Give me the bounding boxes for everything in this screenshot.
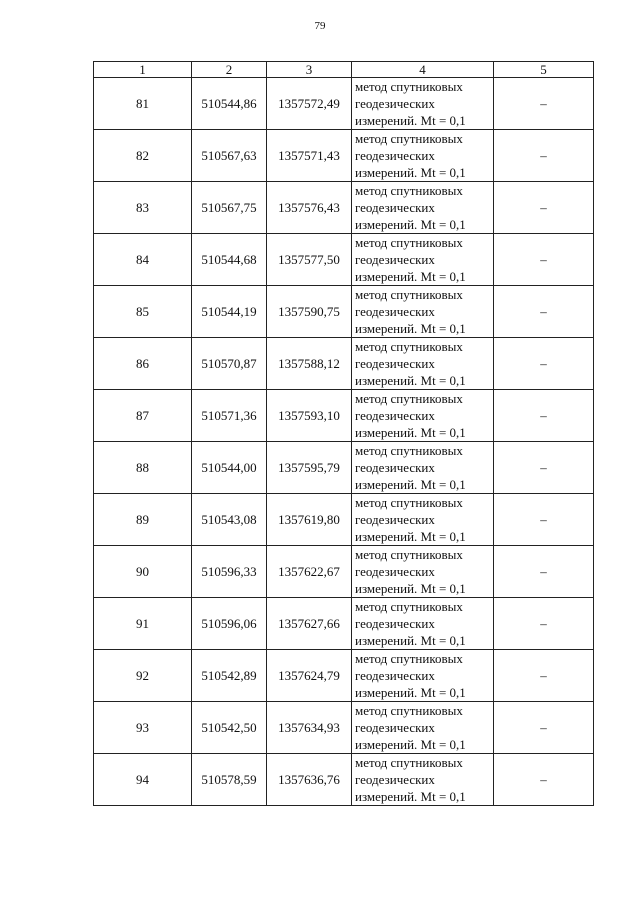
table-row: [94, 78, 594, 130]
table-body: [94, 78, 594, 806]
method-cell: [352, 130, 494, 182]
point-number-cell: 88: [94, 442, 192, 494]
x-coordinate-cell: 510544,86: [192, 78, 267, 130]
y-coordinate-cell: 1357634,93: [267, 702, 352, 754]
col5-cell: –: [494, 390, 594, 442]
x-coordinate-cell: 510567,75: [192, 182, 267, 234]
method-line: геодезических: [355, 356, 435, 371]
col5-cell: –: [494, 182, 594, 234]
method-line: геодезических: [355, 148, 435, 163]
y-coordinate-cell: 1357572,49: [267, 78, 352, 130]
method-cell: [352, 234, 494, 286]
table-row: [94, 546, 594, 598]
method-cell: [352, 442, 494, 494]
page-number: 79: [314, 20, 326, 32]
col5-cell: –: [494, 130, 594, 182]
col5-cell: –: [494, 546, 594, 598]
method-line: геодезических: [355, 720, 435, 735]
header-col-5: 5: [494, 62, 594, 78]
method-line: измерений. Mt = 0,1: [355, 113, 466, 128]
point-number-cell: 85: [94, 286, 192, 338]
method-cell: [352, 494, 494, 546]
method-line: метод спутниковых: [355, 599, 463, 614]
method-line: измерений. Mt = 0,1: [355, 581, 466, 596]
method-line: измерений. Mt = 0,1: [355, 217, 466, 232]
col5-cell: –: [494, 442, 594, 494]
point-number-cell: 94: [94, 754, 192, 806]
method-line: метод спутниковых: [355, 79, 463, 94]
x-coordinate-cell: 510570,87: [192, 338, 267, 390]
point-number-cell: 90: [94, 546, 192, 598]
table-row: [94, 702, 594, 754]
method-line: измерений. Mt = 0,1: [355, 529, 466, 544]
y-coordinate-cell: 1357590,75: [267, 286, 352, 338]
y-coordinate-cell: 1357588,12: [267, 338, 352, 390]
point-number-cell: 83: [94, 182, 192, 234]
method-line: измерений. Mt = 0,1: [355, 737, 466, 752]
method-line: геодезических: [355, 460, 435, 475]
table-row: [94, 650, 594, 702]
method-line: метод спутниковых: [355, 651, 463, 666]
table-row: [94, 338, 594, 390]
method-cell: [352, 390, 494, 442]
y-coordinate-cell: 1357571,43: [267, 130, 352, 182]
method-line: геодезических: [355, 200, 435, 215]
method-line: измерений. Mt = 0,1: [355, 321, 466, 336]
col5-cell: –: [494, 338, 594, 390]
method-line: метод спутниковых: [355, 183, 463, 198]
y-coordinate-cell: 1357624,79: [267, 650, 352, 702]
table-header-row: [94, 62, 594, 78]
method-line: метод спутниковых: [355, 703, 463, 718]
table-row: [94, 442, 594, 494]
method-line: метод спутниковых: [355, 495, 463, 510]
y-coordinate-cell: 1357595,79: [267, 442, 352, 494]
x-coordinate-cell: 510571,36: [192, 390, 267, 442]
method-cell: [352, 546, 494, 598]
point-number-cell: 84: [94, 234, 192, 286]
method-cell: [352, 182, 494, 234]
point-number-cell: 81: [94, 78, 192, 130]
method-cell: [352, 650, 494, 702]
method-line: измерений. Mt = 0,1: [355, 165, 466, 180]
method-line: измерений. Mt = 0,1: [355, 269, 466, 284]
method-line: метод спутниковых: [355, 755, 463, 770]
x-coordinate-cell: 510544,19: [192, 286, 267, 338]
y-coordinate-cell: 1357577,50: [267, 234, 352, 286]
y-coordinate-cell: 1357593,10: [267, 390, 352, 442]
method-cell: [352, 754, 494, 806]
method-cell: [352, 702, 494, 754]
table-row: [94, 754, 594, 806]
table-row: [94, 598, 594, 650]
method-cell: [352, 338, 494, 390]
method-line: измерений. Mt = 0,1: [355, 477, 466, 492]
x-coordinate-cell: 510542,50: [192, 702, 267, 754]
method-line: геодезических: [355, 668, 435, 683]
method-line: метод спутниковых: [355, 391, 463, 406]
table-row: [94, 130, 594, 182]
method-line: измерений. Mt = 0,1: [355, 685, 466, 700]
method-line: геодезических: [355, 512, 435, 527]
table-row: [94, 494, 594, 546]
x-coordinate-cell: 510543,08: [192, 494, 267, 546]
point-number-cell: 87: [94, 390, 192, 442]
method-line: метод спутниковых: [355, 131, 463, 146]
col5-cell: –: [494, 78, 594, 130]
point-number-cell: 91: [94, 598, 192, 650]
method-line: геодезических: [355, 252, 435, 267]
x-coordinate-cell: 510578,59: [192, 754, 267, 806]
method-line: измерений. Mt = 0,1: [355, 789, 466, 804]
coordinates-table: [93, 61, 594, 806]
method-line: геодезических: [355, 564, 435, 579]
method-line: геодезических: [355, 96, 435, 111]
header-col-3: 3: [267, 62, 352, 78]
method-line: геодезических: [355, 304, 435, 319]
method-line: измерений. Mt = 0,1: [355, 373, 466, 388]
header-col-1: 1: [94, 62, 192, 78]
point-number-cell: 82: [94, 130, 192, 182]
method-cell: [352, 286, 494, 338]
x-coordinate-cell: 510567,63: [192, 130, 267, 182]
method-line: метод спутниковых: [355, 547, 463, 562]
method-line: метод спутниковых: [355, 443, 463, 458]
method-line: геодезических: [355, 616, 435, 631]
table-row: [94, 182, 594, 234]
method-cell: [352, 78, 494, 130]
header-col-4: 4: [352, 62, 494, 78]
method-line: метод спутниковых: [355, 235, 463, 250]
y-coordinate-cell: 1357636,76: [267, 754, 352, 806]
method-line: геодезических: [355, 772, 435, 787]
x-coordinate-cell: 510542,89: [192, 650, 267, 702]
y-coordinate-cell: 1357576,43: [267, 182, 352, 234]
table-row: [94, 286, 594, 338]
point-number-cell: 93: [94, 702, 192, 754]
col5-cell: –: [494, 234, 594, 286]
method-line: измерений. Mt = 0,1: [355, 425, 466, 440]
col5-cell: –: [494, 754, 594, 806]
point-number-cell: 89: [94, 494, 192, 546]
x-coordinate-cell: 510596,06: [192, 598, 267, 650]
point-number-cell: 92: [94, 650, 192, 702]
method-line: метод спутниковых: [355, 287, 463, 302]
table-row: [94, 234, 594, 286]
y-coordinate-cell: 1357622,67: [267, 546, 352, 598]
point-number-cell: 86: [94, 338, 192, 390]
method-line: метод спутниковых: [355, 339, 463, 354]
x-coordinate-cell: 510544,68: [192, 234, 267, 286]
table-row: [94, 390, 594, 442]
col5-cell: –: [494, 702, 594, 754]
header-col-2: 2: [192, 62, 267, 78]
y-coordinate-cell: 1357619,80: [267, 494, 352, 546]
y-coordinate-cell: 1357627,66: [267, 598, 352, 650]
col5-cell: –: [494, 286, 594, 338]
method-cell: [352, 598, 494, 650]
method-line: геодезических: [355, 408, 435, 423]
x-coordinate-cell: 510596,33: [192, 546, 267, 598]
col5-cell: –: [494, 650, 594, 702]
col5-cell: –: [494, 598, 594, 650]
method-line: измерений. Mt = 0,1: [355, 633, 466, 648]
col5-cell: –: [494, 494, 594, 546]
x-coordinate-cell: 510544,00: [192, 442, 267, 494]
